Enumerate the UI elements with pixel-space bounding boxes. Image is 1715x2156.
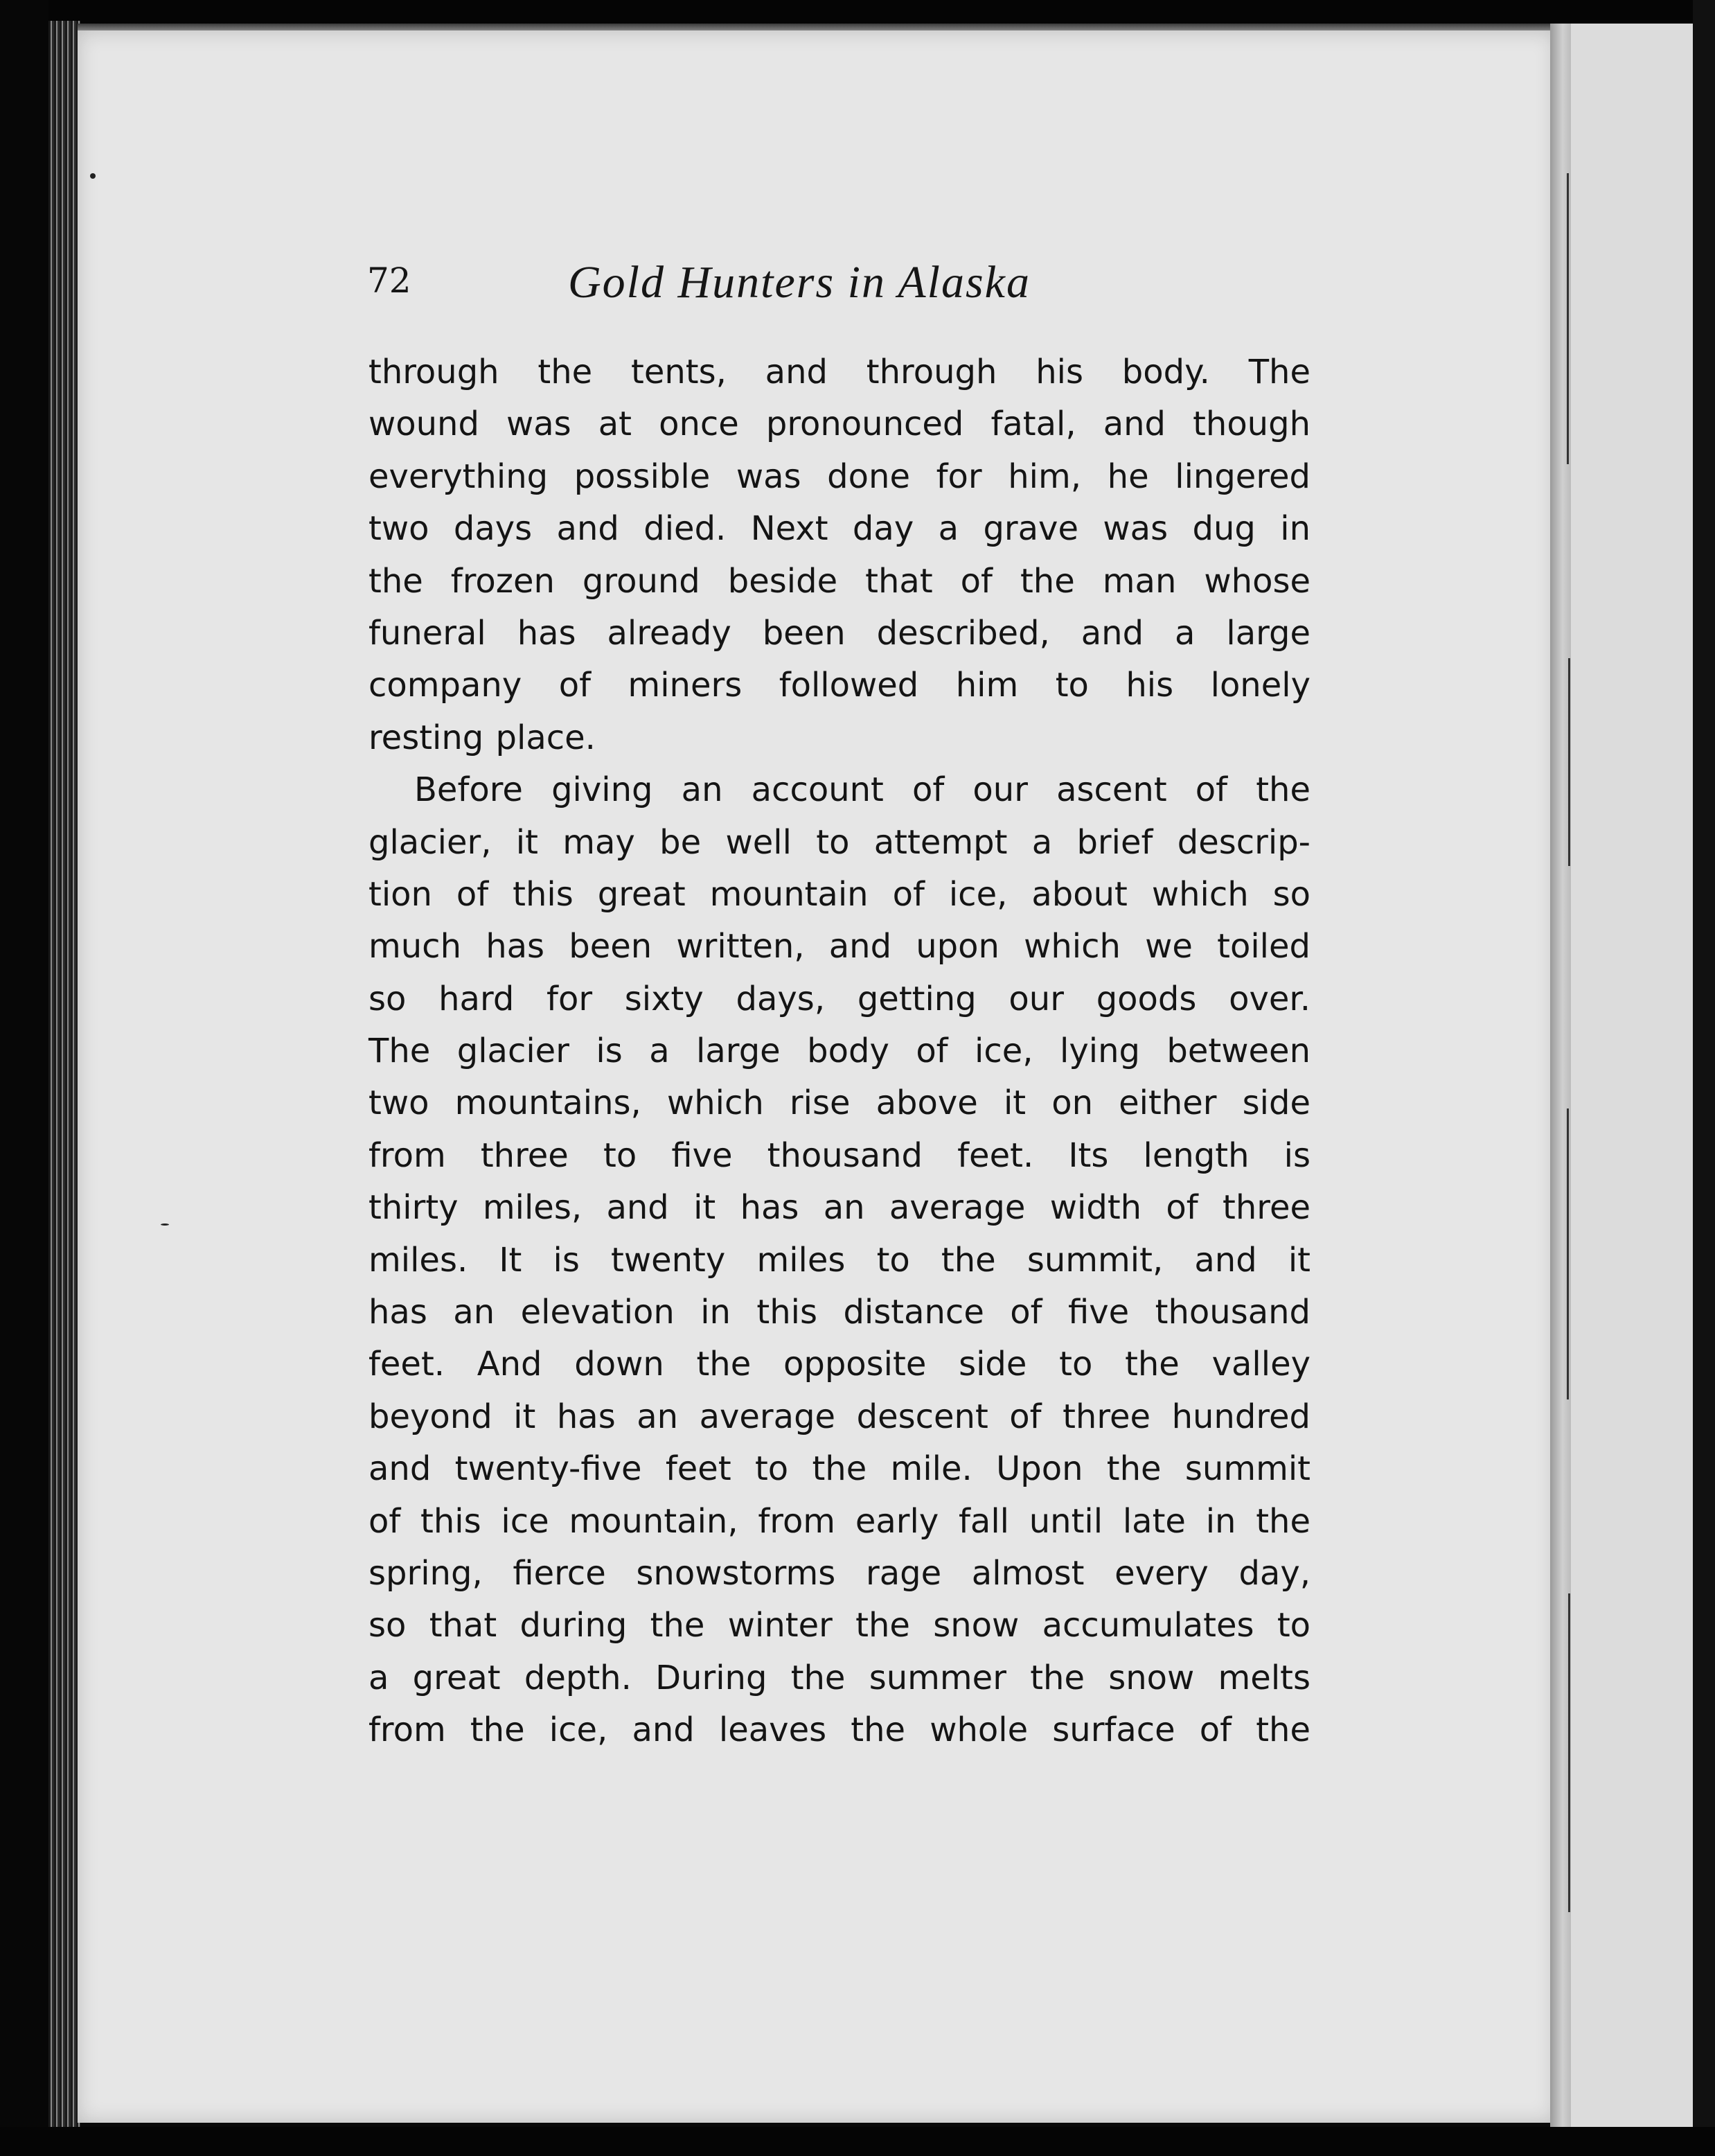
text-line: and twenty-five feet to the mile. Upon the summit	[368, 1449, 1310, 1489]
binding-stitch	[1568, 1593, 1570, 1912]
text-line: much has been written, and upon which we toiled	[368, 927, 1310, 966]
scan-frame-top	[0, 0, 1715, 24]
text-line: feet. And down the opposite side to the valley	[368, 1345, 1310, 1384]
text-line: through the tents, and through his body. The	[368, 353, 1310, 391]
text-line: funeral has already been described, and a large	[368, 613, 1310, 653]
text-line: Before giving an account of our ascent of the	[414, 770, 1310, 810]
text-line: resting place.	[368, 718, 596, 757]
text-line: so that during the winter the snow accumulates to	[368, 1606, 1310, 1645]
text-line: thirty miles, and it has an average width of three	[368, 1188, 1310, 1228]
text-line: spring, fierce snowstorms rage almost every day,	[368, 1553, 1310, 1593]
running-head	[367, 256, 1323, 319]
text-line: wound was at once pronounced fatal, and though	[368, 405, 1310, 444]
scan-speck	[90, 173, 96, 179]
scan-speck	[161, 1223, 169, 1226]
stacked-page-edges	[48, 21, 80, 2127]
text-line: a great depth. During the summer the snow melts	[368, 1658, 1310, 1697]
text-line: everything possible was done for him, he lingered	[368, 457, 1310, 496]
text-line: glacier, it may be well to attempt a brief descrip-	[368, 822, 1310, 862]
text-line: two days and died. Next day a grave was dug in	[368, 509, 1310, 549]
scan-frame-bottom	[0, 2127, 1715, 2156]
paragraph	[368, 764, 1310, 1756]
text-line: tion of this great mountain of ice, about which so	[368, 874, 1310, 914]
running-title: Gold Hunters in Alaska	[568, 257, 1031, 308]
text-line: company of miners followed him to his lonely	[368, 666, 1310, 705]
text-line: has an elevation in this distance of five thousand	[368, 1293, 1310, 1332]
binding-stitch	[1568, 658, 1570, 866]
binding-stitch	[1567, 1108, 1569, 1399]
page-number: 72	[367, 260, 411, 301]
scan-frame-left	[0, 0, 48, 2156]
binding-stitch	[1567, 173, 1569, 464]
text-line: The glacier is a large body of ice, lying between	[368, 1032, 1310, 1071]
text-line: beyond it has an average descent of three hundred	[368, 1397, 1310, 1436]
text-line: miles. It is twenty miles to the summit, and it	[368, 1240, 1310, 1280]
text-line: so hard for sixty days, getting our goods over.	[368, 979, 1310, 1018]
scan-frame-right	[1693, 0, 1715, 2156]
facing-page-sliver	[1571, 24, 1693, 2127]
text-line: from three to five thousand feet. Its length is	[368, 1136, 1310, 1175]
body-text	[368, 346, 1310, 1757]
text-line: the frozen ground beside that of the man whose	[368, 561, 1310, 601]
paragraph	[368, 346, 1310, 764]
text-line: from the ice, and leaves the whole surface of the	[368, 1711, 1310, 1750]
text-line: two mountains, which rise above it on either side	[368, 1084, 1310, 1123]
text-line: of this ice mountain, from early fall until late in the	[368, 1501, 1310, 1541]
